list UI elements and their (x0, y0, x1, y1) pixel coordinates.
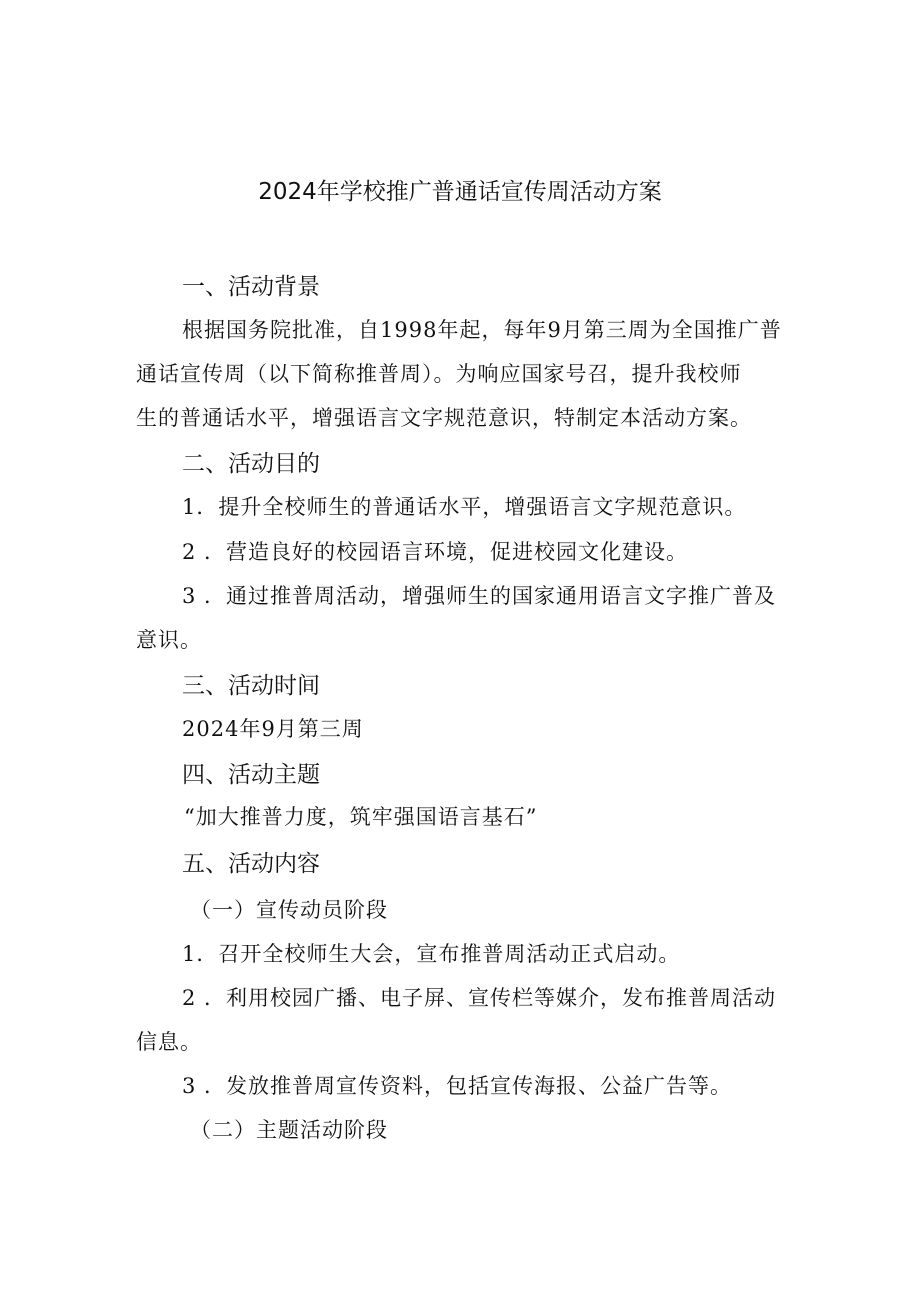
time-text: 2024年9月第三周 (182, 717, 364, 741)
background-paragraph-line: 通话宣传周（以下简称推普周）。为响应国家号召，提升我校师 (136, 362, 742, 386)
section-heading-time: 三、活动时间 (182, 673, 320, 699)
section-heading-background: 一、活动背景 (182, 274, 320, 300)
purpose-item-3: 3 ．通过推普周活动，增强师生的国家通用语言文字推广普及 (182, 584, 777, 608)
purpose-item-2: 2 ．营造良好的校园语言环境，促进校园文化建设。 (182, 540, 689, 564)
purpose-item-3-continuation: 意识。 (136, 628, 202, 652)
document-title: 2024年学校推广普通话宣传周活动方案 (258, 179, 662, 205)
stage-2-label: （二）主题活动阶段 (190, 1118, 388, 1142)
section-heading-theme: 四、活动主题 (182, 762, 320, 788)
section-heading-purpose: 二、活动目的 (182, 451, 320, 477)
stage-1-label: （一）宣传动员阶段 (190, 898, 388, 922)
stage-1-item-1: 1．召开全校师生大会，宣布推普周活动正式启动。 (182, 942, 681, 966)
stage-1-item-3: 3 ．发放推普周宣传资料，包括宣传海报、公益广告等。 (182, 1074, 733, 1098)
stage-1-item-2: 2 ．利用校园广播、电子屏、宣传栏等媒介，发布推普周活动 (182, 986, 777, 1010)
stage-1-item-2-continuation: 信息。 (136, 1030, 202, 1054)
purpose-item-1: 1．提升全校师生的普通话水平，增强语言文字规范意识。 (182, 495, 747, 519)
background-paragraph-line: 根据国务院批准，自1998年起，每年9月第三周为全国推广普 (182, 318, 782, 342)
theme-text: “加大推普力度，筑牢强国语言基石” (184, 805, 538, 829)
section-heading-content: 五、活动内容 (182, 851, 320, 877)
background-paragraph-line: 生的普通话水平，增强语言文字规范意识，特制定本活动方案。 (136, 406, 752, 430)
